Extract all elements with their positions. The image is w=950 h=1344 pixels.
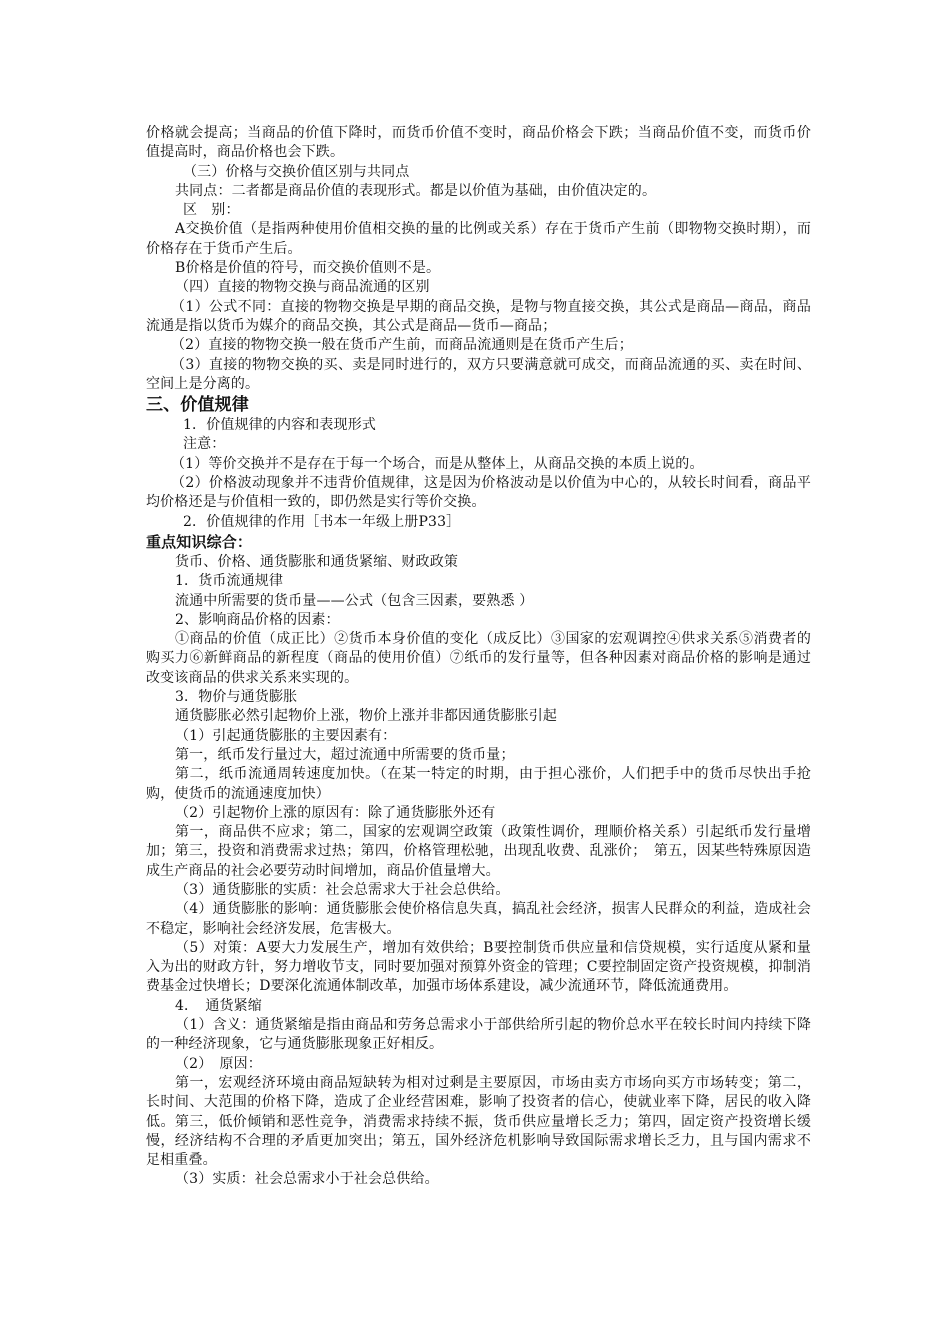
paragraph-common-point: 共同点：二者都是商品价值的表现形式。都是以价值为基础，由价值决定的。	[175, 182, 657, 199]
section-heading-price-exchange-value: （三）价格与交换价值区别与共同点	[183, 163, 410, 180]
heading-law-of-value: 三、价值规律	[146, 395, 249, 416]
paragraph-price-rise-causes: 第一，商品供不应求；第二，国家的宏观调空政策（政策性调价，理顺价格关系）引起纸币发行量增加；第三，投资和消费需求过热；第四，价格管理松驰，出现乱收费、乱涨价； 第五，因某些特殊原因造成生产商品的社会必要劳动时间增加，商品价值量增大。	[146, 824, 811, 879]
paragraph-topics: 货币、价格、通货膨胀和通货紧缩、财政政策	[175, 553, 458, 570]
paragraph-difference-label: 区 别：	[183, 202, 240, 219]
paragraph-inflation-essence: （3）通货膨胀的实质：社会总需求大于社会总供给。	[175, 881, 510, 898]
paragraph-inflation-intro: 通货膨胀必然引起物价上涨，物价上涨并非都因通货膨胀引起	[175, 708, 558, 725]
paragraph-price-change: 价格就会提高；当商品的价值下降时，而货币价值不变时，商品价格会下跌；当商品价值不变，而货币价值提高时，商品价格也会下跌。	[146, 125, 811, 161]
paragraph-money-formula: 流通中所需要的货币量——公式（包含三因素，要熟悉 ）	[175, 592, 534, 609]
paragraph-law-content: 1．价值规律的内容和表现形式	[183, 417, 377, 434]
paragraph-inflation-cause-1: 第一，纸币发行量过大，超过流通中所需要的货币量；	[175, 746, 515, 763]
paragraph-inflation-impact: （4）通货膨胀的影响：通货膨胀会使价格信息失真，搞乱社会经济，损害人民群众的利益，造成社会不稳定，影响社会经济发展，危害极大。	[146, 901, 811, 937]
paragraph-inflation-cause-2: 第二，纸币流通周转速度加快。（在某一特定的时期，由于担心涨价，人们把手中的货币尽快出手抢购，使货币的流通速度加快）	[146, 766, 811, 802]
paragraph-inflation-causes-heading: （1）引起通货膨胀的主要因素有：	[175, 727, 397, 744]
paragraph-money-circulation-law: 1．货币流通规律	[175, 573, 284, 590]
paragraph-note-2: （2）价格波动现象并不违背价值规律，这是因为价格波动是以价值为中心的，从较长时间看，商品平均价格还是与价值相一致的，即仍然是实行等价交换。	[146, 475, 811, 511]
paragraph-inflation-heading: 3．物价与通货膨胀	[175, 689, 298, 706]
paragraph-inflation-countermeasures: （5）对策：A要大力发展生产，增加有效供给；B要控制货币供应量和信贷规模，实行适度从紧和量入为出的财政方针，努力增收节支，同时要加强对预算外资金的管理；C要控制固定资产投资规模，抑制消费基金过快增长；D要深化流通体制改革，加强市场体系建设，减少流通环节，降低流通费用。	[146, 939, 811, 995]
paragraph-price-factors-heading: 2、影响商品价格的因素：	[175, 611, 340, 628]
paragraph-timing-difference: （2）直接的物物交换一般在货币产生前，而商品流通则是在货币产生后；	[171, 337, 633, 354]
paragraph-deflation-essence: （3）实质：社会总需求小于社会总供给。	[175, 1171, 439, 1188]
paragraph-price-rise-causes-heading: （2）引起物价上涨的原因有：除了通货膨胀外还有	[175, 804, 496, 821]
paragraph-formula-difference: （1）公式不同：直接的物物交换是早期的商品交换，是物与物直接交换，其公式是商品—商品，商品流通是指以货币为媒介的商品交换，其公式是商品—货币—商品；	[146, 298, 811, 334]
paragraph-note-label: 注意：	[183, 436, 226, 453]
document-page	[146, 124, 811, 1190]
paragraph-note-1: （1）等价交换并不是存在于每一个场合，而是从整体上，从商品交换的本质上说的。	[171, 455, 704, 472]
paragraph-deflation-definition: （1）含义：通货紧缩是指由商品和劳务总需求小于部供给所引起的物价总水平在较长时间内持续下降的一种经济现象，它与通货膨胀现象正好相反。	[146, 1017, 811, 1053]
paragraph-difference-a: A交换价值（是指两种使用价值相交换的量的比例或关系）存在于货币产生前（即物物交换时期），而价格存在于货币产生后。	[146, 221, 811, 257]
paragraph-deflation-heading: 4． 通货紧缩	[175, 997, 262, 1014]
paragraph-difference-b: B价格是价值的符号，而交换价值则不是。	[175, 260, 441, 277]
paragraph-time-space-difference: （3）直接的物物交换的买、卖是同时进行的，双方只要满意就可成交，而商品流通的买、卖在时间、空间上是分离的。	[146, 356, 811, 392]
paragraph-deflation-causes-heading: （2） 原因：	[175, 1055, 262, 1072]
section-heading-barter-vs-circulation: （四）直接的物物交换与商品流通的区别	[175, 279, 430, 296]
paragraph-law-role: 2．价值规律的作用［书本一年级上册P33］	[183, 513, 461, 530]
paragraph-deflation-causes: 第一，宏观经济环境由商品短缺转为相对过剩是主要原因，市场由卖方市场向买方市场转变；第二，长时间、大范围的价格下降，造成了企业经营困难，影响了投资者的信心，使就业率下降，居民的收入降低。第三，低价倾销和恶性竞争，消费需求持续不振，货币供应量增长乏力；第四，固定资产投资增长缓慢，经济结构不合理的矛盾更加突出；第五，国外经济危机影响导致国际需求增长乏力，且与国内需求不足相重叠。	[146, 1074, 811, 1169]
heading-key-knowledge: 重点知识综合：	[146, 532, 253, 551]
paragraph-price-factors: ①商品的价值（成正比）②货币本身价值的变化（成反比）③国家的宏观调控④供求关系⑤消费者的购买力⑥新鲜商品的新程度（商品的使用价值）⑦纸币的发行量等，但各种因素对商品价格的影响是通过改变该商品的供求关系来实现的。	[146, 631, 811, 686]
